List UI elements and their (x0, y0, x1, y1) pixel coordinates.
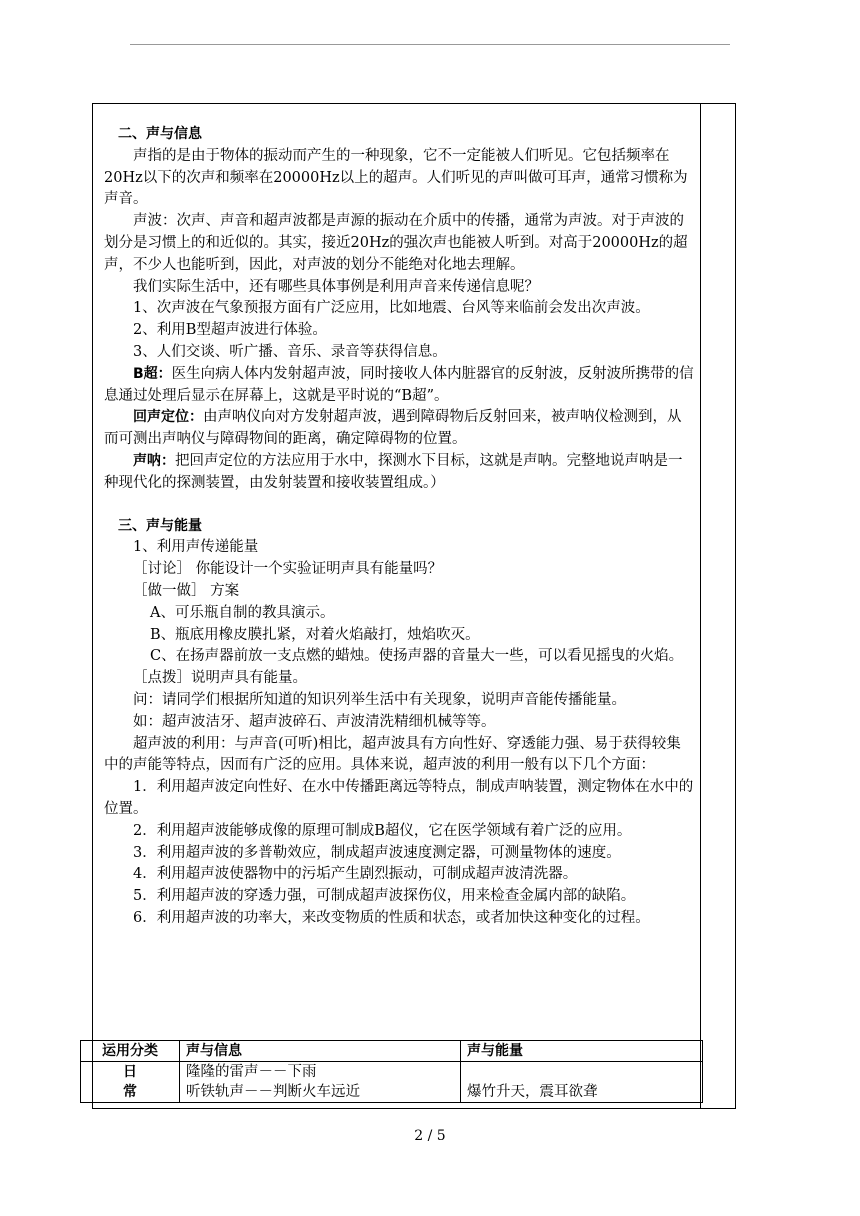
info-line: 听铁轨声－－判断火车远近 (186, 1084, 360, 1100)
paragraph: 3、人们交谈、听广播、音乐、录音等获得信息。 (133, 343, 447, 360)
use-item: 1．利用超声波定向性好、在水中传播距离远等特点，制成声呐装置，测定物体在水中的位置。 (104, 779, 694, 817)
table-cell-energy (461, 1062, 703, 1103)
table-cell-category (81, 1062, 180, 1103)
table-header-row (81, 1041, 703, 1062)
table-header: 运用分类 (81, 1041, 180, 1062)
header-rule (130, 44, 730, 45)
category-line: 日 (123, 1064, 137, 1080)
info-line: 隆隆的雷声－－下雨 (186, 1064, 317, 1080)
table-cell-info (180, 1062, 461, 1103)
page-number: 2 / 5 (414, 1128, 446, 1144)
lesson-content (104, 124, 694, 930)
echo-label: 回声定位： (133, 409, 203, 426)
paragraph: 声波：次声、声音和超声波都是声源的振动在介质中的传播，通常为声波。对于声波的划分是习惯上的和近似的。其实，接近20Hz的强次声也能被人听到。对高于20000Hz的超声，不少人也能听到，因此，对声波的划分不能绝对化地去理解。 (104, 213, 688, 273)
b-ultrasound-label: B超： (133, 365, 172, 382)
table-row (81, 1062, 703, 1103)
paragraph: 我们实际生活中，还有哪些具体事例是利用声音来传递信息呢？ (133, 278, 539, 295)
use-item: 5．利用超声波的穿透力强，可制成超声波探伤仪，用来检查金属内部的缺陷。 (133, 888, 636, 905)
plan-a: A、可乐瓶自制的教具演示。 (150, 604, 335, 621)
sonar-label: 声呐： (133, 452, 175, 469)
ultrasound-uses-intro: 超声波的利用：与声音(可听)相比，超声波具有方向性好、穿透能力强、易于获得较集中的声能等特点，因而有广泛的应用。具体来说，超声波的利用一般有以下几个方面： (104, 735, 681, 774)
question: 问：请同学们根据所知道的知识列举生活中有关现象，说明声音能传播能量。 (133, 691, 626, 708)
side-column-divider (700, 103, 701, 1109)
discussion: ［讨论］ 你能设计一个实验证明声具有能量吗？ (133, 561, 443, 578)
echo-text: 由声呐仪向对方发射超声波，遇到障碍物后反射回来，被声呐仪检测到，从而可测出声呐仪与障碍物间的距离，确定障碍物的位置。 (104, 409, 682, 448)
category-line: 常 (123, 1084, 137, 1100)
section-heading-info: 二、声与信息 (118, 126, 202, 142)
paragraph: 声指的是由于物体的振动而产生的一种现象，它不一定能被人们听见。它包括频率在20Hz以下的次声和频率在20000Hz以上的超声。人们听见的声叫做可耳声，通常习惯称为声音。 (104, 147, 688, 208)
table-header: 声与信息 (180, 1041, 461, 1062)
classification-table (80, 1040, 703, 1103)
use-item: 3．利用超声波的多普勒效应，制成超声波速度测定器，可测量物体的速度。 (133, 844, 621, 861)
echo-paragraph (104, 407, 694, 451)
paragraph: 2、利用B型超声波进行体验。 (133, 322, 327, 339)
energy-line (467, 1062, 696, 1082)
b-ultrasound-paragraph (104, 364, 694, 408)
use-item: 2．利用超声波能够成像的原理可制成B超仪，它在医学领域有着广泛的应用。 (133, 822, 632, 839)
section-heading-energy: 三、声与能量 (118, 517, 202, 534)
examples: 如：超声波洁牙、超声波碎石、声波清洗精细机械等等。 (133, 713, 496, 730)
table-header: 声与能量 (461, 1041, 703, 1062)
plan-c: C、在扬声器前放一支点燃的蜡烛。使扬声器的音量大一些，可以看见摇曳的火焰。 (150, 648, 684, 665)
use-item: 6．利用超声波的功率大，来改变物质的性质和状态，或者加快这种变化的过程。 (133, 909, 650, 926)
energy-line: 爆竹升天，震耳欲聋 (467, 1084, 598, 1100)
activity: ［做一做］ 方案 (133, 582, 240, 599)
tip: ［点拨］说明声具有能量。 (133, 670, 307, 687)
use-item: 4．利用超声波使器物中的污垢产生剧烈振动，可制成超声波清洗器。 (133, 866, 578, 883)
plan-b: B、瓶底用橡皮膜扎紧，对着火焰敲打，烛焰吹灭。 (150, 626, 480, 643)
paragraph: 1、次声波在气象预报方面有广泛应用，比如地震、台风等来临前会发出次声波。 (133, 300, 650, 317)
sonar-paragraph (104, 451, 694, 495)
b-ultrasound-text: 医生向病人体内发射超声波，同时接收人体内脏器官的反射波，反射波所携带的信息通过处理后显示在屏幕上，这就是平时说的“B超”。 (104, 365, 694, 404)
subheading: 1、利用声传递能量 (133, 539, 259, 556)
sonar-text: 把回声定位的方法应用于水中，探测水下目标，这就是声呐。完整地说声呐是一种现代化的探测装置，由发射装置和接收装置组成。） (104, 452, 683, 491)
